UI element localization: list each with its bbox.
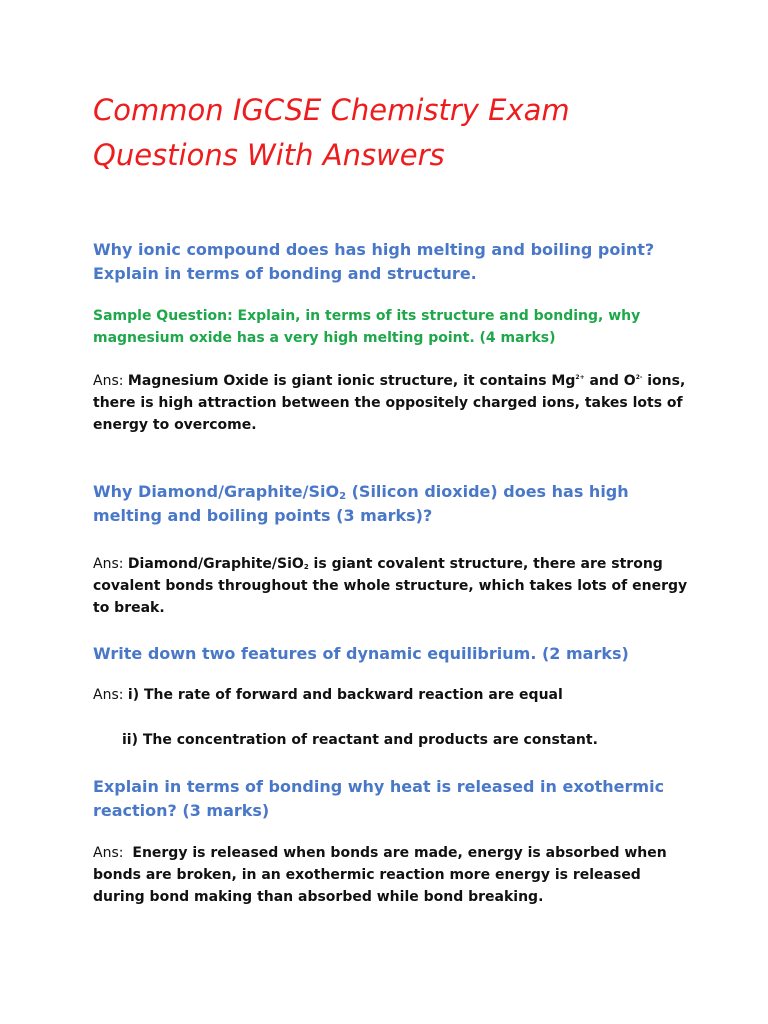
answer-3-point-2: ii) The concentration of reactant and products are constant. xyxy=(122,732,598,748)
page-title xyxy=(93,88,693,178)
title-line-2: Questions With Answers xyxy=(93,138,445,172)
question-2: Why Diamond/Graphite/SiO$_2$ (Silicon dioxide) does has high melting and boiling points (3 marks)? xyxy=(93,482,629,525)
answer-2-label: Ans: xyxy=(93,556,124,572)
answer-3-point-1: Ans: i) The rate of forward and backward reaction are equal xyxy=(93,687,563,703)
answer-2-text: Diamond/Graphite/SiO$_2$ is giant covalent structure, there are strong covalent bonds throughout the whole structure, which takes lots of energy to break. xyxy=(93,556,688,616)
question-1: Why ionic compound does has high melting and boiling point? Explain in terms of bonding and structure. xyxy=(93,240,655,283)
mg-charge: 2+ xyxy=(575,374,585,381)
answer-2 xyxy=(93,553,693,619)
sio2-answer-subscript: 2 xyxy=(303,563,309,571)
answer-1 xyxy=(93,370,693,436)
answer-4 xyxy=(93,842,693,908)
sio2-subscript: 2 xyxy=(339,491,347,502)
question-4: Explain in terms of bonding why heat is released in exothermic reaction? (3 marks) xyxy=(93,777,665,820)
answer-4-label: Ans: xyxy=(93,845,124,861)
o-charge: 2- xyxy=(635,374,643,381)
answer-1-text: Magnesium Oxide is giant ionic structure, it contains $Mg^{2+}$ and $O^{2-}$ ions, there is high attraction between the oppositely charged ions, takes lots of energy to overcome. xyxy=(93,373,686,433)
title-line-1: Common IGCSE Chemistry Exam xyxy=(93,93,570,127)
question-3: Write down two features of dynamic equilibrium. (2 marks) xyxy=(93,644,629,663)
answer-4-text: Energy is released when bonds are made, energy is absorbed when bonds are broken, in an exothermic reaction more energy is released during bond making than absorbed while bond breaking. xyxy=(93,845,667,905)
answer-1-label: Ans: xyxy=(93,373,124,389)
sample-question-1: Sample Question: Explain, in terms of its structure and bonding, why magnesium oxide has a very high melting point. (4 marks) xyxy=(93,308,641,346)
answer-3-label: Ans: xyxy=(93,687,124,703)
